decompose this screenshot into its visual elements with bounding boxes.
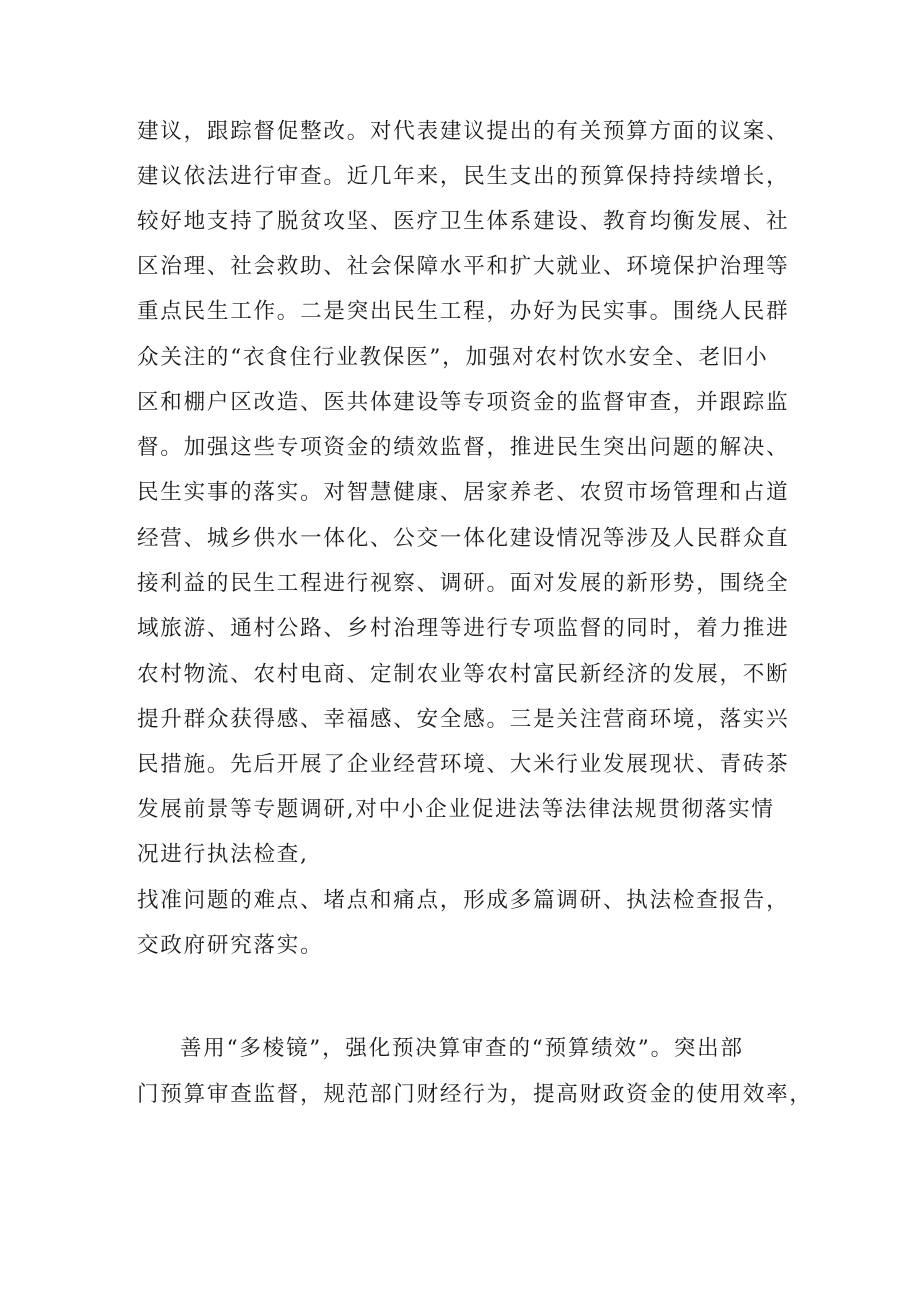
text-line: 经营、城乡供水一体化、公交一体化建设情况等涉及人民群众直 xyxy=(137,526,790,551)
text-line: 况进行执法检查, xyxy=(137,842,309,867)
text-line: 重点民生工作。二是突出民生工程，办好为民实事。围绕人民群 xyxy=(137,299,790,324)
text-line: 区和棚户区改造、医共体建设等专项资金的监督审查，并跟踪监 xyxy=(137,390,790,415)
text-line: 建议依法进行审查。近几年来，民生支出的预算保持持续增长， xyxy=(137,164,790,189)
text-line: 农村物流、农村电商、定制农业等农村富民新经济的发展，不断 xyxy=(137,662,790,687)
text-line: 民生实事的落实。对智慧健康、居家养老、农贸市场管理和占道 xyxy=(137,480,790,505)
text-line: 督。加强这些专项资金的绩效监督，推进民生突出问题的解决、 xyxy=(137,435,790,460)
text-line: 建议，跟踪督促整改。对代表建议提出的有关预算方面的议案、 xyxy=(137,119,790,144)
text-line: 发展前景等专题调研,对中小企业促进法等法律法规贯彻落实情 xyxy=(137,797,775,822)
text-line: 民措施。先后开展了企业经营环境、大米行业发展现状、青砖茶 xyxy=(137,752,790,777)
text-line: 善用“多棱镜”，强化预决算审查的“预算绩效”。突出部 xyxy=(180,1036,744,1061)
text-line: 较好地支持了脱贫攻坚、医疗卫生体系建设、教育均衡发展、社 xyxy=(137,209,790,234)
text-line: 提升群众获得感、幸福感、安全感。三是关注营商环境，落实兴 xyxy=(137,707,790,732)
text-line: 交政府研究落实。 xyxy=(137,933,324,958)
text-line: 域旅游、通村公路、乡村治理等进行专项监督的同时，着力推进 xyxy=(137,616,790,641)
text-line: 门预算审查监督，规范部门财经行为，提高财政资金的使用效率， xyxy=(137,1082,813,1107)
text-line: 找准问题的难点、堵点和痛点，形成多篇调研、执法检查报告， xyxy=(137,888,790,913)
text-line: 接利益的民生工程进行视察、调研。面对发展的新形势，围绕全 xyxy=(137,571,790,596)
text-line: 区治理、社会救助、社会保障水平和扩大就业、环境保护治理等 xyxy=(137,254,790,279)
text-line: 众关注的“衣食住行业教保医”，加强对农村饮水安全、老旧小 xyxy=(137,345,769,370)
